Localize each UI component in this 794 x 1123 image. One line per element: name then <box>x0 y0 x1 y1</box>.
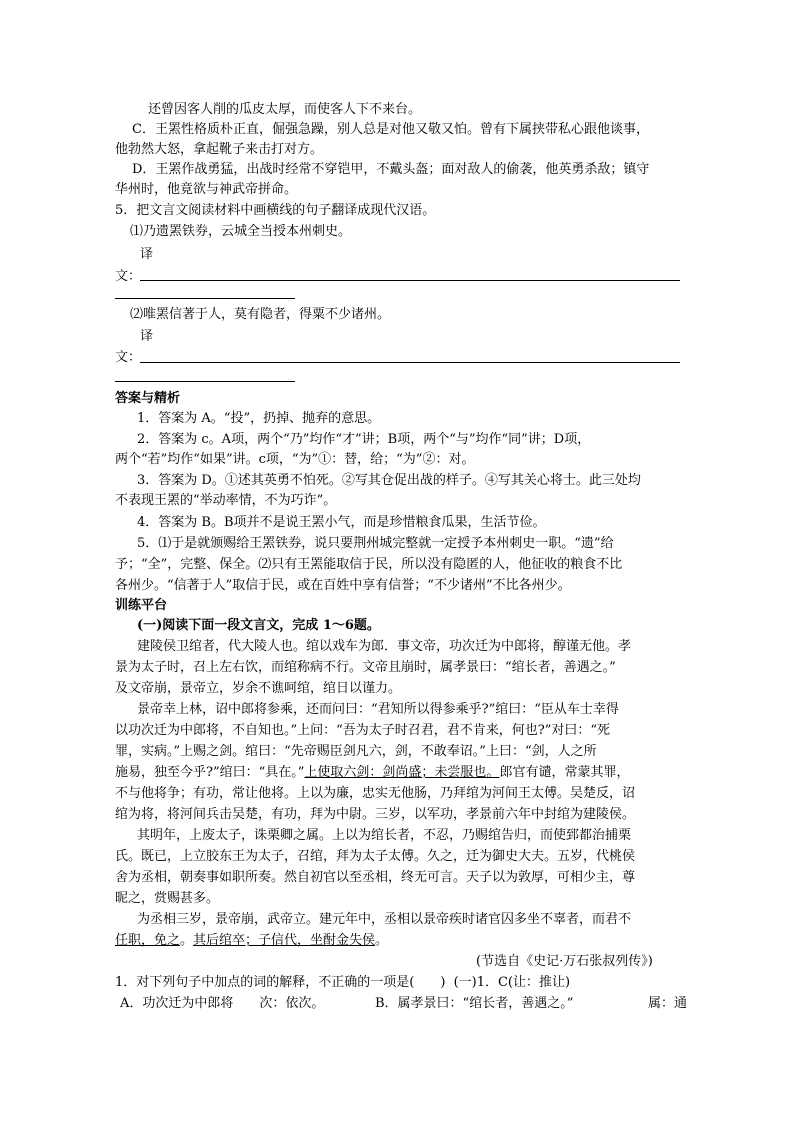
passage-text: 施易，独至今乎?”绾曰：“具在。” <box>115 765 305 780</box>
answer-1: 1．答案为 A。“投”，扔掉、抛弃的意思。 <box>137 411 381 426</box>
answer-line-2b <box>115 381 295 382</box>
passage-p2-line6: 绾为将，将河间兵击吴楚，有功，拜为中尉。三岁，以军功，孝景前六年中封绾为建陵侯。 <box>115 807 636 822</box>
translation-label-yi-2: 译 <box>140 329 154 344</box>
question-1-text: 1．对下列句子中加点的词的解释，不正确的一项是( ) <box>115 975 446 990</box>
answer-3-line2: 不表现王罴的“举动率情，不为巧诈”。 <box>115 493 337 508</box>
passage-p2-line5: 不与他将争；有功，常让他将。上以为廉，忠实无他肠，乃拜绾为河间王太傅。吴楚反，诏 <box>115 786 636 801</box>
question-5-title: 5．把文言文阅读材料中画横线的句子翻译成现代汉语。 <box>115 203 436 218</box>
training-heading: 训练平台 <box>115 598 168 613</box>
question-1-option-b-gloss: 属：通 <box>648 996 688 1011</box>
passage-text: 。 <box>375 933 389 948</box>
passage-p2-line3: 罪，实病。”上赐之剑。绾曰：“先帝赐臣剑凡六，剑，不敢奉诏。”上曰：“剑，人之所 <box>115 744 597 759</box>
answer-5-line1: 5．⑴于是就颁赐给王罴铁券，说只要荆州城完整就一定授予本州刺史一职。“遗”给 <box>137 536 614 551</box>
sentence-2: ⑵唯罴信著于人，莫有隐者，得粟不少诸州。 <box>130 307 391 322</box>
passage-p1-line3: 及文帝崩，景帝立，岁余不谯呵绾，绾日以谨力。 <box>115 681 402 696</box>
reading-instruction: (一)阅读下面一段文言文，完成 1～6题。 <box>137 618 380 633</box>
passage-p2-line4 <box>115 764 629 782</box>
answer-4: 4．答案为 B。B项并不是说王罴小气，而是珍惜粮食瓜果，生活节俭。 <box>137 515 546 530</box>
answers-heading: 答案与精析 <box>115 391 181 406</box>
translation-label-wen-2: 文： <box>115 350 142 365</box>
question-1-answer: (一)1．C(让：推让) <box>453 975 571 990</box>
answer-line-2a <box>140 362 680 363</box>
answer-2-line2: 两个“若”均作“如果”讲。c项，“为”①：替，给；“为”②：对。 <box>115 452 475 467</box>
answer-3-line1: 3．答案为 D。①述其英勇不怕死。②写其仓促出战的样子。④写其关心将士。此三处均 <box>137 473 641 488</box>
passage-p2-line2: 以功次迁为中郎将，不自知也。”上问：“吾为太子时召君，君不肯来，何也?”对曰：“死 <box>115 723 611 738</box>
option-c-line2: 他勃然大怒，拿起靴子来击打对方。 <box>115 142 324 157</box>
answer-5-line2: 予；“全”，完整、保全。⑵只有王罴能取信于民，所以没有隐匿的人，他征收的粮食不比 <box>115 557 623 572</box>
passage-source: (节选自《史记·万石张叔列传》) <box>476 954 653 969</box>
translation-label-wen-1: 文： <box>115 269 142 284</box>
option-d-line2: 华州时，他竟欲与神武帝拼命。 <box>115 182 298 197</box>
sentence-1: ⑴乃遗罴铁券，云城全当授本州刺史。 <box>130 224 352 239</box>
question-1-option-b: B．属孝景曰：“绾长者，善遇之。” <box>375 996 574 1011</box>
question-1 <box>115 974 570 992</box>
passage-p2-line1: 景帝幸上林，诏中郎将参乘，还而问曰：“君知所以得参乘乎?”绾曰：“臣从车士幸得 <box>137 702 619 717</box>
answer-line-1a <box>140 280 680 281</box>
underlined-sentence-1: 上使取六剑：剑尚盛；未尝服也。 <box>304 765 500 780</box>
passage-p3-line3: 舍为丞相，朝奏事如职所奏。然自初官以至丞相，终无可言。天子以为敦厚，可相少主，尊 <box>115 870 636 885</box>
passage-p4-line2 <box>115 932 388 950</box>
answer-line-1b <box>115 298 295 299</box>
passage-p3-line4: 昵之，赏赐甚多。 <box>115 891 220 906</box>
passage-p4-line1: 为丞相三岁，景帝崩，武帝立。建元年中，丞相以景帝疾时诸官囚多坐不辜者，而君不 <box>137 912 632 927</box>
passage-p1-line1: 建陵侯卫绾者，代大陵人也。绾以戏车为郎．事文帝，功次迁为中郎将，醇谨无他。孝 <box>137 639 632 654</box>
answer-5-line3: 各州少。“信著于人”取信于民，或在百姓中享有信誉；“不少诸州”不比各州少。 <box>115 578 571 593</box>
option-d-line1: D．王罴作战勇猛，出战时经常不穿铠甲，不戴头盔；面对敌人的偷袭，他英勇杀敌；镇守 <box>132 162 650 177</box>
passage-p3-line1: 其明年，上废太子，诛栗卿之属。上以为绾长者，不忍，乃赐绾告归，而使郅都治捕栗 <box>137 828 632 843</box>
underlined-sentence-2a: 任职，免之 <box>115 933 181 948</box>
option-c-line1: C．王罴性格质朴正直，倔强急躁，别人总是对他又敬又怕。曾有下属挟带私心跟他谈事， <box>132 122 649 137</box>
passage-p3-line2: 氏。既已，上立胶东王为太子，召绾，拜为太子太傅。久之，迁为御史大夫。五岁，代桃侯 <box>115 849 636 864</box>
passage-text: 。 <box>180 933 194 948</box>
answer-2-line1: 2．答案为 c。A项，两个“乃”均作“才”讲；B项，两个“与”均作“同”讲；D项， <box>137 432 591 447</box>
underlined-sentence-2b: 其后绾卒；子信代，坐酎金失侯 <box>193 933 376 948</box>
passage-text: 郎官有谴，常蒙其罪， <box>499 765 630 780</box>
question-1-option-a: A．功次迁为中郎将 次：依次。 <box>120 996 325 1011</box>
passage-p1-line2: 景为太子时，召上左右饮，而绾称病不行。文帝且崩时，属孝景曰：“绾长者，善遇之。” <box>115 660 616 675</box>
option-b-tail: 还曾因客人削的瓜皮太厚，而使客人下不来台。 <box>148 102 422 117</box>
translation-label-yi-1: 译 <box>140 247 154 262</box>
